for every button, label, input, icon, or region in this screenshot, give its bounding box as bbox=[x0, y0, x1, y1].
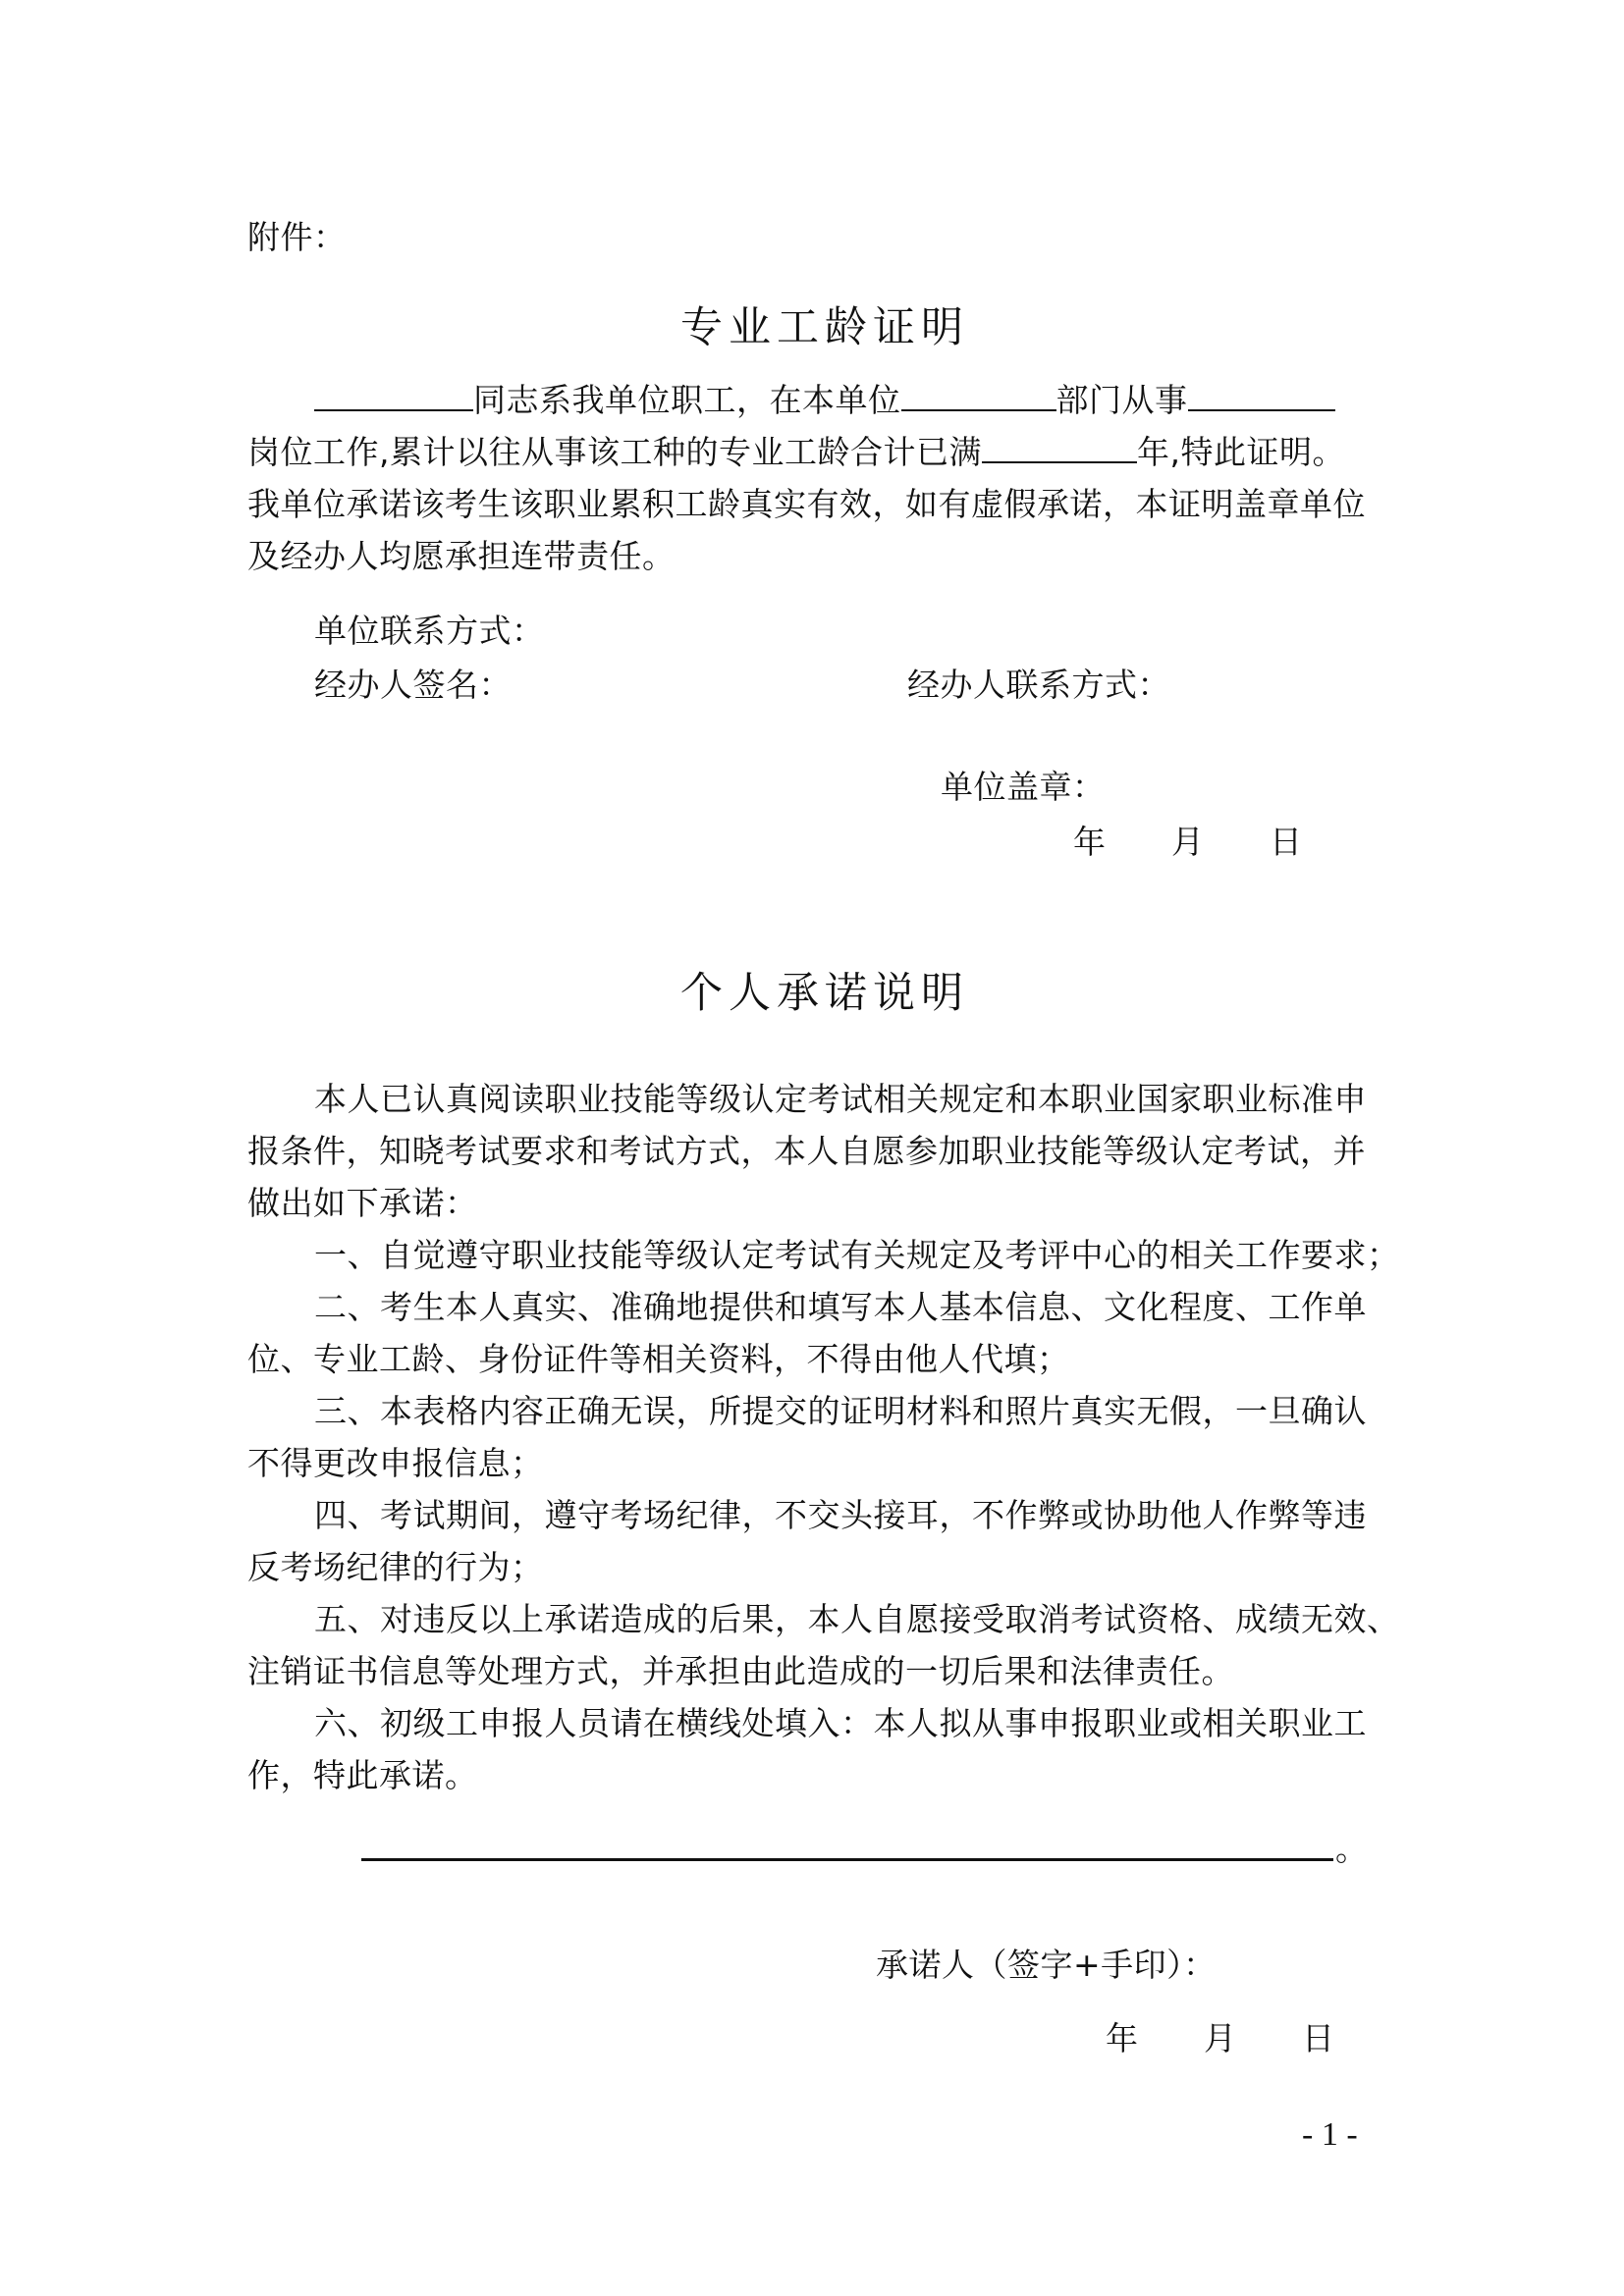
name-blank[interactable] bbox=[314, 380, 473, 411]
certificate-date-day: 日 bbox=[1270, 823, 1303, 861]
pledge-date-month: 月 bbox=[1204, 2019, 1237, 2057]
certificate-line-4: 及经办人均愿承担连带责任。 bbox=[247, 537, 676, 575]
certificate-text-2: 部门从事 bbox=[1056, 381, 1188, 419]
years-blank[interactable] bbox=[982, 432, 1137, 463]
pledge-item-1: 一、自觉遵守职业技能等级认定考试有关规定及考评中心的相关工作要求； bbox=[314, 1236, 1400, 1274]
pledge-date-day: 日 bbox=[1302, 2019, 1335, 2057]
pledge-item-2-line-2: 位、专业工龄、身份证件等相关资料，不得由他人代填； bbox=[247, 1340, 1070, 1378]
certificate-line-2 bbox=[247, 427, 1375, 478]
certificate-text-3: 岗位工作,累计以往从事该工种的专业工龄合计已满 bbox=[247, 433, 982, 471]
certificate-title: 专业工龄证明 bbox=[680, 303, 969, 352]
pledge-intro-line-2: 报条件，知晓考试要求和考试方式，本人自愿参加职业技能等级认定考试，并 bbox=[247, 1132, 1366, 1170]
unit-contact-label: 单位联系方式： bbox=[314, 612, 545, 650]
pledger-label: 承诺人（签字+手印）： bbox=[876, 1946, 1217, 1984]
pledge-item-3-line-2: 不得更改申报信息； bbox=[247, 1444, 544, 1482]
certificate-text-4: 年,特此证明。 bbox=[1137, 433, 1345, 471]
occupation-fill-line[interactable] bbox=[361, 1858, 1333, 1861]
page-number: - 1 - bbox=[1302, 2116, 1358, 2153]
certificate-line-3: 我单位承诺该考生该职业累积工龄真实有效，如有虚假承诺，本证明盖章单位 bbox=[247, 485, 1366, 523]
pledge-date-year: 年 bbox=[1106, 2019, 1139, 2057]
pledge-item-3-line-1: 三、本表格内容正确无误，所提交的证明材料和照片真实无假，一旦确认 bbox=[314, 1392, 1367, 1430]
pledge-item-4-line-2: 反考场纪律的行为； bbox=[247, 1548, 544, 1586]
pledge-item-6-line-2: 作，特此承诺。 bbox=[247, 1756, 478, 1794]
pledge-item-5-line-1: 五、对违反以上承诺造成的后果，本人自愿接受取消考试资格、成绩无效、 bbox=[314, 1600, 1400, 1638]
unit-seal-label: 单位盖章： bbox=[941, 768, 1106, 806]
pledge-intro-line-1: 本人已认真阅读职业技能等级认定考试相关规定和本职业国家职业标准申 bbox=[314, 1080, 1367, 1118]
department-blank[interactable] bbox=[901, 380, 1056, 411]
handler-contact-label: 经办人联系方式： bbox=[907, 666, 1170, 704]
fill-line-end-mark: 。 bbox=[1335, 1830, 1369, 1868]
pledge-item-5-line-2: 注销证书信息等处理方式，并承担由此造成的一切后果和法律责任。 bbox=[247, 1652, 1234, 1690]
pledge-item-4-line-1: 四、考试期间，遵守考场纪律，不交头接耳，不作弊或协助他人作弊等违 bbox=[314, 1496, 1367, 1534]
pledge-intro-line-3: 做出如下承诺： bbox=[247, 1184, 478, 1222]
pledge-item-2-line-1: 二、考生本人真实、准确地提供和填写本人基本信息、文化程度、工作单 bbox=[314, 1288, 1367, 1326]
certificate-date-month: 月 bbox=[1171, 823, 1205, 861]
certificate-line-1 bbox=[314, 375, 1375, 426]
pledge-item-6-line-1: 六、初级工申报人员请在横线处填入：本人拟从事申报职业或相关职业工 bbox=[314, 1704, 1367, 1742]
handler-signature-label: 经办人签名： bbox=[314, 666, 512, 704]
certificate-text-1: 同志系我单位职工，在本单位 bbox=[473, 381, 901, 419]
position-blank[interactable] bbox=[1188, 380, 1335, 411]
pledge-title: 个人承诺说明 bbox=[680, 969, 969, 1018]
certificate-date-year: 年 bbox=[1073, 823, 1107, 861]
attachment-label: 附件： bbox=[247, 218, 347, 256]
